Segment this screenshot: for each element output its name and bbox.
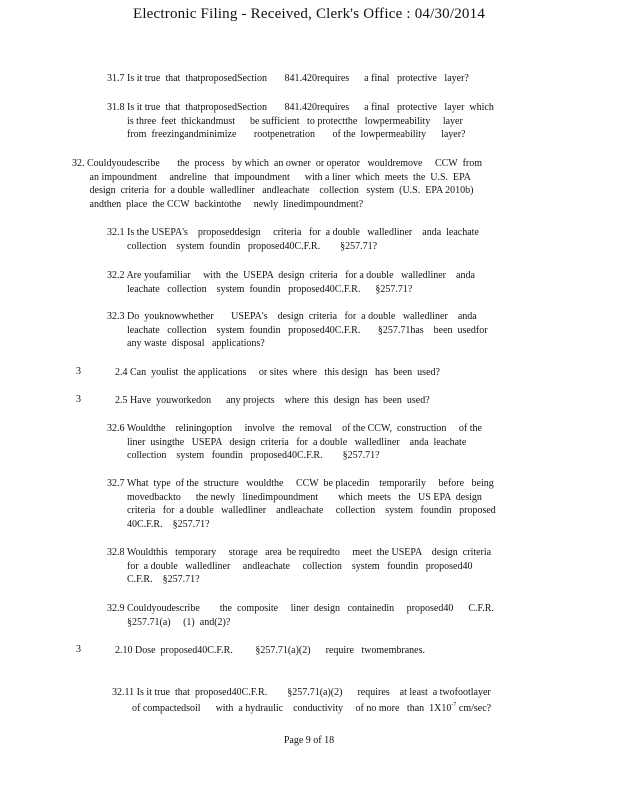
filing-header: Electronic Filing - Received, Clerk's Office : 04/30/2014 (132, 6, 486, 22)
question-32-11-text: 32.11 Is it true that proposed40C.F.R. §257.71(a)(2) requires at least a twofootlayer of compactedsoil with a hydraulic conductivity of no more than 1X10 (112, 686, 491, 714)
question-32: 32. Couldyoudescribe the process by which an owner or operator wouldremove CCW from an impoundment andreline that impoundment with a liner which meets the U.S. EPA design criteria for a double walledliner andleachate collection system (U.S. EPA 2010b) andthen place the CCW backintothe newly linedimpoundment? (72, 158, 483, 210)
exponent: -7 (451, 702, 457, 708)
page-number: Page 9 of 18 (283, 735, 335, 746)
question-32-8: 32.8 Wouldthis temporary storage area be requiredto meet the USEPA design criteria for a double walledliner andleachate collection system foundin proposed40 C.F.R. §257.71? (107, 547, 492, 585)
question-32-1: 32.1 Is the USEPA's proposeddesign criteria for a double walledliner anda leachate collection system foundin proposed40C.F.R. §257.71? (107, 227, 479, 252)
question-32-5: 2.5 Have youworkedon any projects where this design has been used? (115, 395, 430, 406)
question-32-2: 32.2 Are youfamiliar with the USEPA design criteria for a double walledliner anda leachate collection system foundin proposed40C.F.R. §257.71? (107, 270, 475, 295)
question-31-8: 31.8 Is it true that thatproposedSection 841.420requires a final protective layer which is three feet thickandmust be sufficient to protectthe lowpermeability layer from freezingandminimize rootpenetration of the lowpermeability layer? (107, 102, 494, 140)
question-32-11 (107, 672, 491, 716)
margin-number: 3 (76, 366, 81, 377)
question-32-10: 2.10 Dose proposed40C.F.R. §257.71(a)(2) require twomembranes. (115, 645, 425, 656)
question-32-9: 32.9 Couldyoudescribe the composite liner design containedin proposed40 C.F.R. §257.71(a) (1) and(2)? (107, 603, 494, 628)
question-31-7: 31.7 Is it true that thatproposedSection 841.420requires a final protective layer? (107, 73, 469, 84)
unit-tail: cm/sec? (456, 703, 492, 714)
question-32-3: 32.3 Do youknowwhether USEPA's design criteria for a double walledliner anda leachate collection system foundin proposed40C.F.R. §257.71has been usedfor any waste disposal applications? (107, 311, 488, 349)
question-32-7: 32.7 What type of the structure wouldthe CCW be placedin temporarily before being movedbackto the newly linedimpoundment which meets the US EPA design criteria for a double walledliner andleachate collection system foundin proposed 40C.F.R. §257.71? (107, 478, 496, 530)
question-32-6: 32.6 Wouldthe reliningoption involve the removal of the CCW, construction of the liner usingthe USEPA design criteria for a double walledliner anda leachate collection system foundin proposed40C.F.R. §257.71? (107, 423, 482, 461)
margin-number: 3 (76, 644, 81, 655)
margin-number: 3 (76, 394, 81, 405)
question-32-4: 2.4 Can youlist the applications or sites where this design has been used? (115, 367, 440, 378)
